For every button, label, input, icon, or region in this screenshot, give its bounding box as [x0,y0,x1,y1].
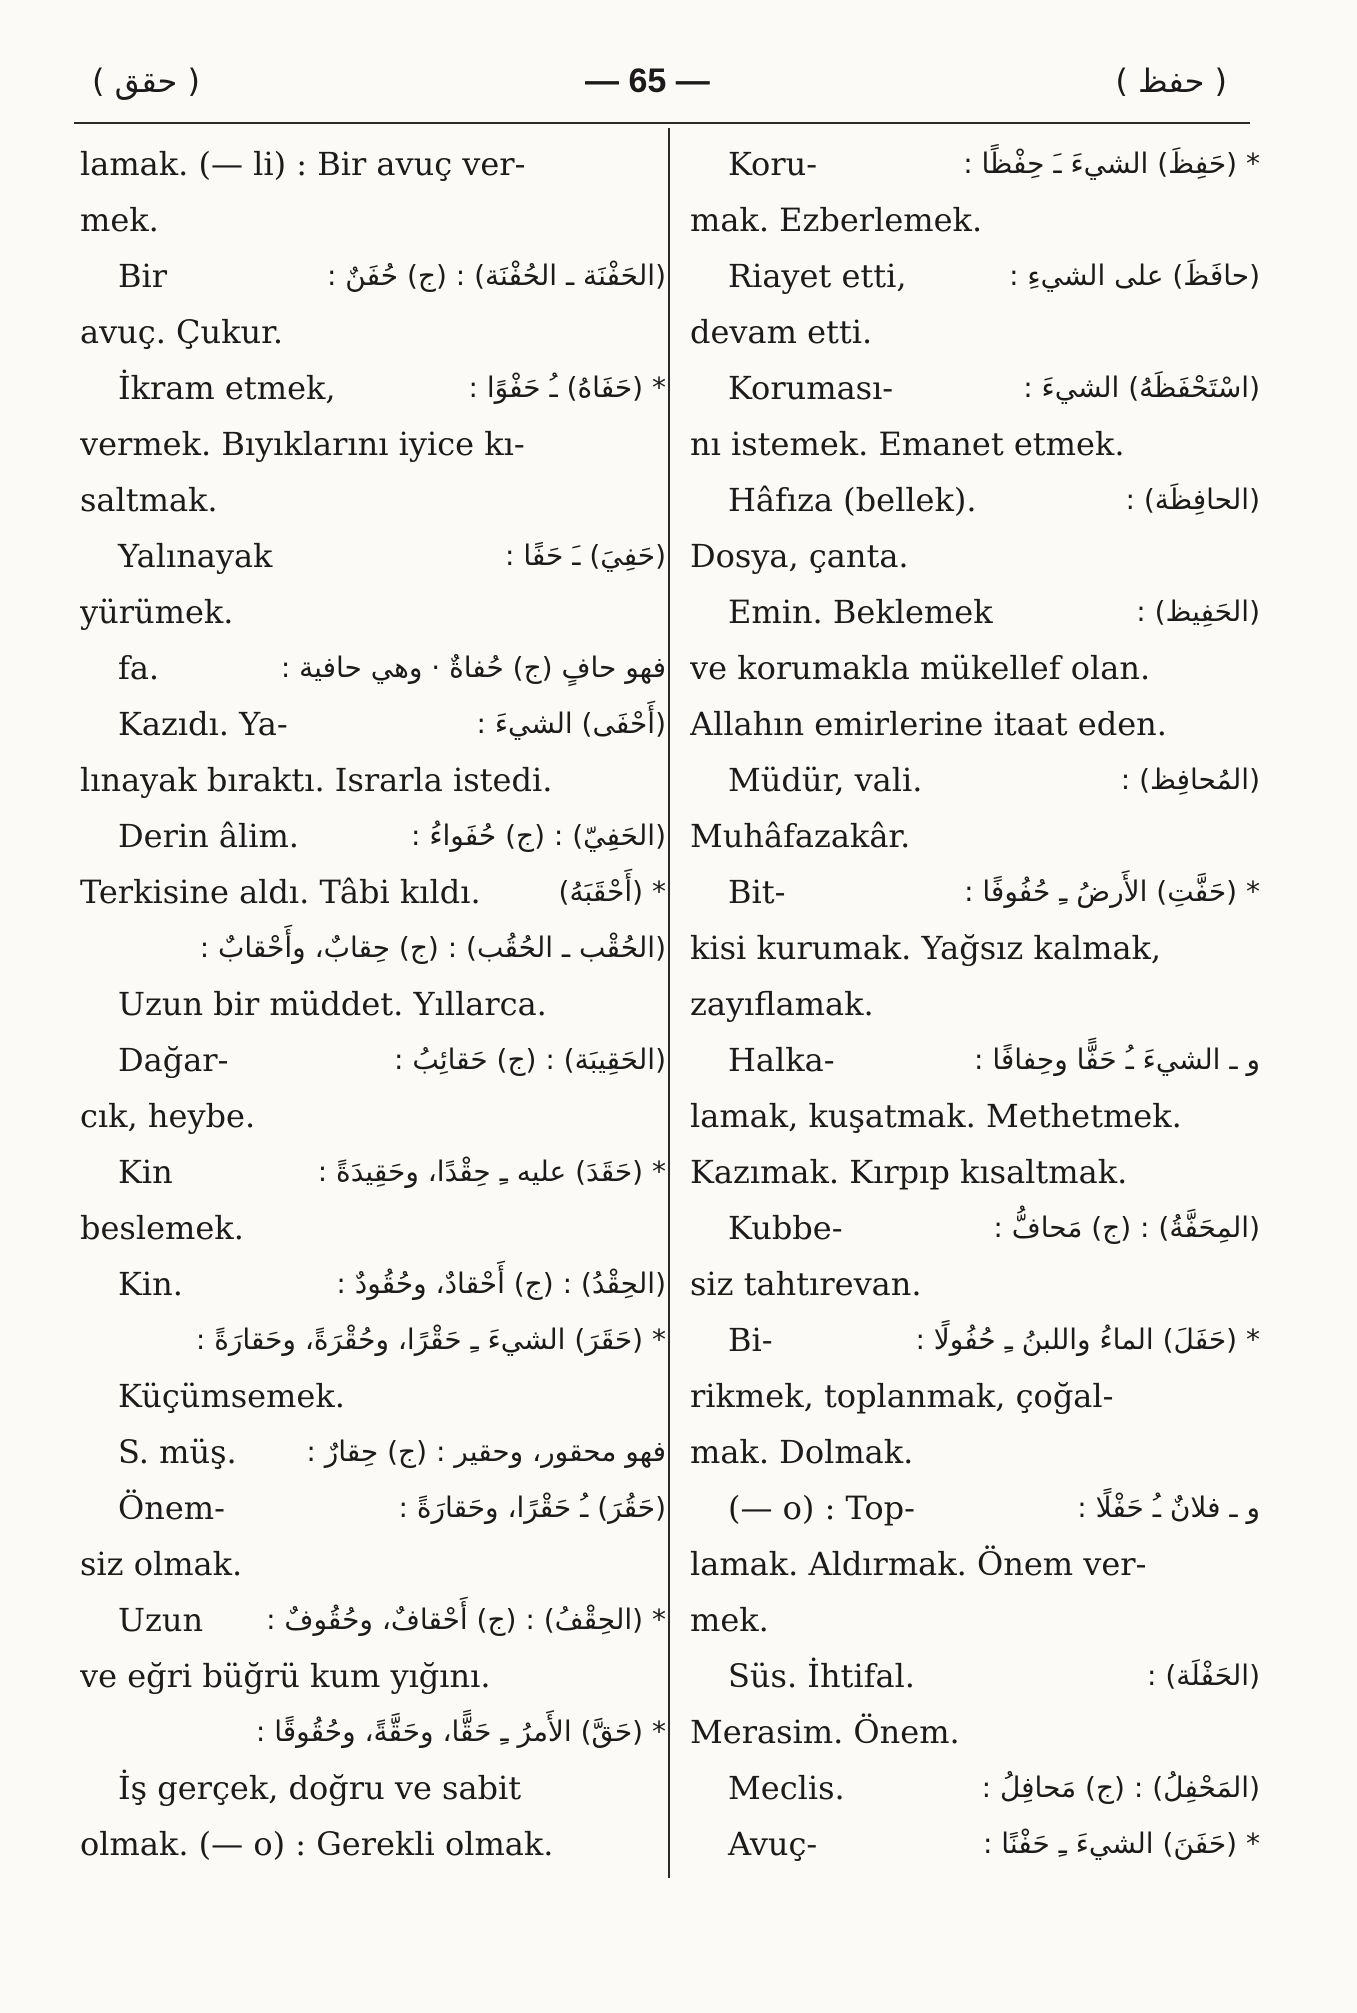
entry-line [690,1144,1280,1200]
left-column [80,136,670,1872]
entry-line [80,1536,670,1592]
entry-line [80,360,670,416]
entry-arabic: و ـ فلانٌ ـُ حَفْلًا : [1077,1491,1260,1524]
entry-line [690,1368,1280,1424]
entry-text: Terkisine aldı. Tâbi kıldı. [80,873,481,911]
entry-line [690,976,1280,1032]
entry-line [80,584,670,640]
entry-text: rikmek, toplanmak, çoğal- [690,1377,1114,1415]
entry-line [690,1200,1280,1256]
entry-line [690,752,1280,808]
entry-line [690,1312,1280,1368]
entry-arabic: (حَفِيَ) ـَ حَفًا : [505,539,666,572]
entry-arabic: فهو محقور، وحقير : (ج) حِقارٌ : [306,1435,666,1468]
entry-arabic: (المَحْفِلُ) : (ج) مَحافِلُ : [981,1771,1260,1804]
entry-text: Bi- [728,1321,773,1359]
entry-line [690,864,1280,920]
entry-line [80,1200,670,1256]
entry-text: lınayak bıraktı. Israrla istedi. [80,761,553,799]
entry-line [80,1704,670,1760]
entry-line [80,136,670,192]
entry-text: Yalınayak [118,537,273,575]
entry-text: avuç. Çukur. [80,313,284,351]
entry-text: Bir [118,257,168,295]
entry-text: Meclis. [728,1769,845,1807]
entry-line [690,1032,1280,1088]
entry-arabic: (الحَفِيظ) : [1136,595,1260,628]
entry-text: beslemek. [80,1209,244,1247]
entry-text: vermek. Bıyıklarını iyice kı- [80,425,525,463]
entry-arabic: (المُحافِظ) : [1120,763,1260,796]
entry-text: Halka- [728,1041,835,1079]
entry-line [80,1480,670,1536]
entry-line [690,192,1280,248]
entry-arabic: (الحَفْنَة ـ الحُفْنَة) : (ج) حُفَنٌ : [326,259,666,292]
entry-line [690,1648,1280,1704]
entry-arabic: (حافَظَ) على الشيءِ : [1009,259,1260,292]
entry-line [690,1592,1280,1648]
entry-line [80,1032,670,1088]
entry-arabic: * (حَفَّتِ) الأَرضُ ـِ حُفُوفًا : [964,875,1260,908]
entry-text: Dağar- [118,1041,229,1079]
entry-text: Koruması- [728,369,894,407]
entry-text: Merasim. Önem. [690,1713,960,1751]
entry-text: Bit- [728,873,786,911]
header-rule [74,122,1250,124]
entry-line [690,248,1280,304]
entry-arabic: (حَقُرَ) ـُ حَقْرًا، وحَقارَةً : [398,1491,666,1524]
entry-text: İş gerçek, doğru ve sabit [118,1769,522,1807]
entry-text: Önem- [118,1489,225,1527]
entry-line [80,1760,670,1816]
entry-text: lamak. Aldırmak. Önem ver- [690,1545,1147,1583]
entry-line [80,752,670,808]
entry-line [690,584,1280,640]
entry-text: ve korumakla mükellef olan. [690,649,1151,687]
entry-text: kisi kurumak. Yağsız kalmak, [690,929,1162,967]
entry-line [80,1424,670,1480]
entry-line [690,136,1280,192]
entry-text: Dosya, çanta. [690,537,909,575]
entry-line [80,920,670,976]
entry-text: Allahın emirlerine itaat eden. [690,705,1167,743]
entry-line [690,1816,1280,1872]
header-right-guide-word: ( حفظ ) [1115,62,1227,100]
entry-text: zayıflamak. [690,985,874,1023]
entry-line [80,1312,670,1368]
entry-line [80,1256,670,1312]
entry-text: mek. [80,201,159,239]
entry-arabic: (الحُقْب ـ الحُقُب) : (ج) حِقابٌ، وأَحْقابٌ : [199,931,666,964]
entry-text: İkram etmek, [118,369,336,407]
entry-text: Kubbe- [728,1209,843,1247]
entry-text: Uzun [118,1601,204,1639]
entry-arabic: و ـ الشيءَ ـُ حَفًّا وحِفافًا : [973,1043,1260,1076]
entry-line [80,1088,670,1144]
entry-arabic: * (الحِقْفُ) : (ج) أَحْقافٌ، وحُقُوفٌ : [266,1603,666,1636]
entry-arabic: * (حَفَلَ) الماءُ واللبنُ ـِ حُفُولًا : [915,1323,1260,1356]
entry-text: fa. [118,649,160,687]
entry-line [80,808,670,864]
entry-text: yürümek. [80,593,234,631]
entry-line [80,416,670,472]
entry-text: Hâfıza (bellek). [728,481,977,519]
entry-text: Kazıdı. Ya- [118,705,288,743]
entry-line [80,976,670,1032]
entry-text: siz tahtırevan. [690,1265,922,1303]
entry-arabic: (الحَفِيّ) : (ج) حُفَواءُ : [410,819,666,852]
entry-text: mak. Ezberlemek. [690,201,983,239]
entry-line [690,1424,1280,1480]
entry-line [690,1536,1280,1592]
entry-text: Kin [118,1153,173,1191]
entry-line [80,248,670,304]
entry-text: S. müş. [118,1433,237,1471]
entry-arabic: (الحِقْدُ) : (ج) أَحْقادٌ، وحُقُودٌ : [336,1267,666,1300]
entry-text: cık, heybe. [80,1097,256,1135]
entry-text: nı istemek. Emanet etmek. [690,425,1125,463]
entry-text: Kazımak. Kırpıp kısaltmak. [690,1153,1128,1191]
entry-text: Süs. İhtifal. [728,1657,915,1695]
entry-arabic: فهو حافٍ (ج) حُفاةٌ · وهي حافية : [280,651,666,684]
entry-line [690,1704,1280,1760]
entry-text: Uzun bir müddet. Yıllarca. [118,985,547,1023]
entry-arabic: (المِحَفَّةُ) : (ج) مَحافُّ : [993,1211,1260,1244]
entry-arabic: (الحَفْلَة) : [1146,1659,1260,1692]
entry-line [690,920,1280,976]
entry-line [690,528,1280,584]
entry-text: olmak. (— o) : Gerekli olmak. [80,1825,554,1863]
entry-arabic: * (حَفَنَ) الشيءَ ـِ حَفْنًا : [982,1827,1260,1860]
entry-line [690,640,1280,696]
entry-text: saltmak. [80,481,218,519]
entry-line [690,696,1280,752]
entry-line [80,472,670,528]
entry-text: Müdür, vali. [728,761,923,799]
entry-line [690,360,1280,416]
entry-line [80,192,670,248]
entry-text: Küçümsemek. [118,1377,345,1415]
entry-line [80,696,670,752]
entry-arabic: * (حَقَرَ) الشيءَ ـِ حَقْرًا، وحُقْرَةً، وحَقارَةً : [195,1323,666,1356]
entry-arabic: (الحافِظَة) : [1125,483,1260,516]
entry-line [80,1816,670,1872]
entry-line [80,1592,670,1648]
entry-line [690,472,1280,528]
entry-line [80,1144,670,1200]
entry-text: mak. Dolmak. [690,1433,914,1471]
entry-arabic: * (حَقَّ) الأَمرُ ـِ حَقًّا، وحَقَّةً، وحُقُوقًا : [255,1715,666,1748]
entry-line [80,1648,670,1704]
entry-arabic: * (حَقَدَ) عليه ـِ حِقْدًا، وحَقِيدَةً : [317,1155,666,1188]
entry-text: Avuç- [728,1825,818,1863]
entry-line [690,416,1280,472]
entry-text: (— o) : Top- [728,1489,915,1527]
entry-line [80,640,670,696]
entry-line [80,1368,670,1424]
page-number: — 65 — [585,62,710,100]
entry-line [690,304,1280,360]
entry-text: Kin. [118,1265,183,1303]
entry-text: Emin. Beklemek [728,593,993,631]
entry-arabic: (الحَقِيبَة) : (ج) حَقائِبُ : [394,1043,666,1076]
header-left-guide-word: ( حقق ) [92,62,200,100]
entry-arabic: (اسْتَحْفَظَهُ) الشيءَ : [1023,371,1260,404]
entry-line [80,864,670,920]
entry-text: lamak. (— li) : Bir avuç ver- [80,145,526,183]
entry-line [690,1256,1280,1312]
entry-line [690,1088,1280,1144]
entry-text: lamak, kuşatmak. Methetmek. [690,1097,1182,1135]
entry-text: mek. [690,1601,769,1639]
entry-arabic: * (حَفَاهُ) ـُ حَفْوًا : [468,371,666,404]
entry-line [690,1480,1280,1536]
right-column [690,136,1280,1872]
entry-line [80,304,670,360]
entry-line [80,528,670,584]
entry-arabic: * (حَفِظَ) الشيءَ ـَ حِفْظًا : [963,147,1260,180]
entry-text: devam etti. [690,313,873,351]
entry-arabic: * (أَحْقَبَهُ) [558,875,666,908]
entry-text: Derin âlim. [118,817,299,855]
entry-text: Riayet etti, [728,257,907,295]
entry-text: ve eğri büğrü kum yığını. [80,1657,491,1695]
entry-text: siz olmak. [80,1545,243,1583]
entry-line [690,1760,1280,1816]
entry-text: Muhâfazakâr. [690,817,911,855]
entry-arabic: (أَحْفَى) الشيءَ : [476,707,666,740]
entry-text: Koru- [728,145,818,183]
entry-line [690,808,1280,864]
